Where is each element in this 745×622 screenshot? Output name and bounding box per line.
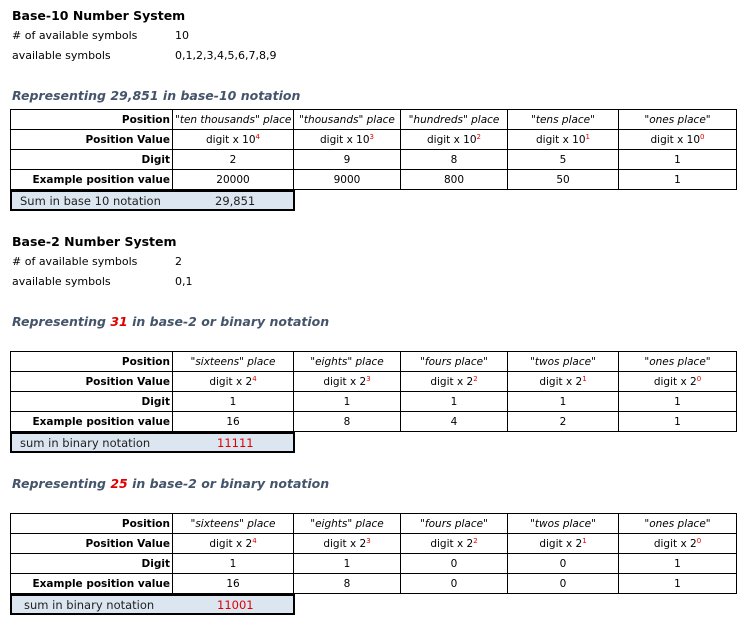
digit-cell: 0 xyxy=(508,554,619,574)
position-value-cell: digit x $2^0$ xyxy=(619,534,737,554)
place-cell: "ones place" xyxy=(619,352,737,372)
base2-symbol-count-label: # of available symbols xyxy=(12,255,138,268)
place-cell: "twos place" xyxy=(508,352,619,372)
place-cell: "tens place" xyxy=(508,110,619,130)
place-cell: "thousands" place xyxy=(294,110,401,130)
base10-heading: Base-10 Number System xyxy=(12,8,186,23)
position-value-cell: digit x $2^0$ xyxy=(619,372,737,392)
row-label: Position Value xyxy=(11,372,173,392)
position-value-cell: digit x $10^1$ xyxy=(508,130,619,150)
table-row xyxy=(11,352,737,372)
position-value-cell: digit x $2^2$ xyxy=(401,534,508,554)
digit-cell: 1 xyxy=(173,554,294,574)
base10-symbol-count: 10 xyxy=(175,29,189,42)
example-cell: 8 xyxy=(294,574,401,594)
example-cell: 20000 xyxy=(173,170,294,190)
binary31-sum-box xyxy=(10,432,295,453)
digit-cell: 1 xyxy=(401,392,508,412)
table-row xyxy=(11,412,737,432)
example-cell: 9000 xyxy=(294,170,401,190)
place-cell: "sixteens" place xyxy=(173,514,294,534)
place-cell: "ones place" xyxy=(619,110,737,130)
row-label: Position Value xyxy=(11,130,173,150)
row-label: Digit xyxy=(11,554,173,574)
place-cell: "eights" place xyxy=(294,514,401,534)
row-label: Example position value xyxy=(11,170,173,190)
position-value-cell: digit x $2^1$ xyxy=(508,534,619,554)
sum-value: 29,851 xyxy=(215,194,256,208)
row-label: Example position value xyxy=(11,412,173,432)
position-value-cell: digit x $2^4$ xyxy=(173,534,294,554)
example-cell: 16 xyxy=(173,412,294,432)
digit-cell: 1 xyxy=(508,392,619,412)
table-row xyxy=(11,554,737,574)
position-value-cell: digit x $10^0$ xyxy=(619,130,737,150)
place-cell: "ten thousands" place xyxy=(173,110,294,130)
sum-value: 11111 xyxy=(217,436,254,450)
digit-cell: 8 xyxy=(401,150,508,170)
example-cell: 800 xyxy=(401,170,508,190)
digit-cell: 1 xyxy=(294,392,401,412)
binary31-table xyxy=(10,351,737,432)
binary25-title: Representing 25 in base-2 or binary notation xyxy=(12,476,330,491)
digit-cell: 5 xyxy=(508,150,619,170)
digit-cell: 9 xyxy=(294,150,401,170)
base10-table xyxy=(10,109,737,190)
base10-title: Representing 29,851 in base-10 notation xyxy=(12,88,301,103)
digit-cell: 1 xyxy=(294,554,401,574)
base10-symbols: 0,1,2,3,4,5,6,7,8,9 xyxy=(175,49,277,62)
row-label: Position xyxy=(11,352,173,372)
table-row xyxy=(11,392,737,412)
binary31-title: Representing 31 in base-2 or binary notation xyxy=(12,314,330,329)
sum-label: sum in binary notation xyxy=(20,436,151,450)
example-cell: 0 xyxy=(401,574,508,594)
table-row xyxy=(11,372,737,392)
example-cell: 2 xyxy=(508,412,619,432)
example-cell: 0 xyxy=(508,574,619,594)
row-label: Position xyxy=(11,110,173,130)
position-value-cell: digit x $2^2$ xyxy=(401,372,508,392)
table-row xyxy=(11,170,737,190)
example-cell: 1 xyxy=(619,574,737,594)
position-value-cell: digit x $2^4$ xyxy=(173,372,294,392)
row-label: Example position value xyxy=(11,574,173,594)
row-label: Digit xyxy=(11,392,173,412)
table-row xyxy=(11,150,737,170)
position-value-cell: digit x $2^3$ xyxy=(294,372,401,392)
example-cell: 50 xyxy=(508,170,619,190)
table-row xyxy=(11,110,737,130)
table-row xyxy=(11,130,737,150)
base10-symbols-label: available symbols xyxy=(12,49,111,62)
position-value-cell: digit x $10^4$ xyxy=(173,130,294,150)
place-cell: "fours place" xyxy=(401,514,508,534)
example-cell: 8 xyxy=(294,412,401,432)
base2-symbols: 0,1 xyxy=(175,275,193,288)
example-cell: 1 xyxy=(619,170,737,190)
base2-symbols-label: available symbols xyxy=(12,275,111,288)
place-cell: "sixteens" place xyxy=(173,352,294,372)
sum-label: sum in binary notation xyxy=(24,598,155,612)
position-value-cell: digit x $2^1$ xyxy=(508,372,619,392)
place-cell: "ones place" xyxy=(619,514,737,534)
place-cell: "fours place" xyxy=(401,352,508,372)
position-value-cell: digit x $2^3$ xyxy=(294,534,401,554)
position-value-cell: digit x $10^3$ xyxy=(294,130,401,150)
binary25-sum-box xyxy=(10,594,295,615)
base10-sum-box xyxy=(10,190,295,211)
place-cell: "eights" place xyxy=(294,352,401,372)
position-value-cell: digit x $10^2$ xyxy=(401,130,508,150)
digit-cell: 0 xyxy=(401,554,508,574)
digit-cell: 1 xyxy=(619,392,737,412)
digit-cell: 2 xyxy=(173,150,294,170)
example-cell: 16 xyxy=(173,574,294,594)
place-cell: "twos place" xyxy=(508,514,619,534)
base2-symbol-count: 2 xyxy=(175,255,182,268)
sum-value: 11001 xyxy=(217,598,254,612)
place-cell: "hundreds" place xyxy=(401,110,508,130)
example-cell: 4 xyxy=(401,412,508,432)
table-row xyxy=(11,574,737,594)
table-row xyxy=(11,534,737,554)
table-row xyxy=(11,514,737,534)
base2-heading: Base-2 Number System xyxy=(12,234,177,249)
digit-cell: 1 xyxy=(619,554,737,574)
row-label: Position xyxy=(11,514,173,534)
binary25-table xyxy=(10,513,737,594)
row-label: Position Value xyxy=(11,534,173,554)
row-label: Digit xyxy=(11,150,173,170)
sum-label: Sum in base 10 notation xyxy=(20,194,161,208)
digit-cell: 1 xyxy=(173,392,294,412)
example-cell: 1 xyxy=(619,412,737,432)
base10-symbol-count-label: # of available symbols xyxy=(12,29,138,42)
digit-cell: 1 xyxy=(619,150,737,170)
